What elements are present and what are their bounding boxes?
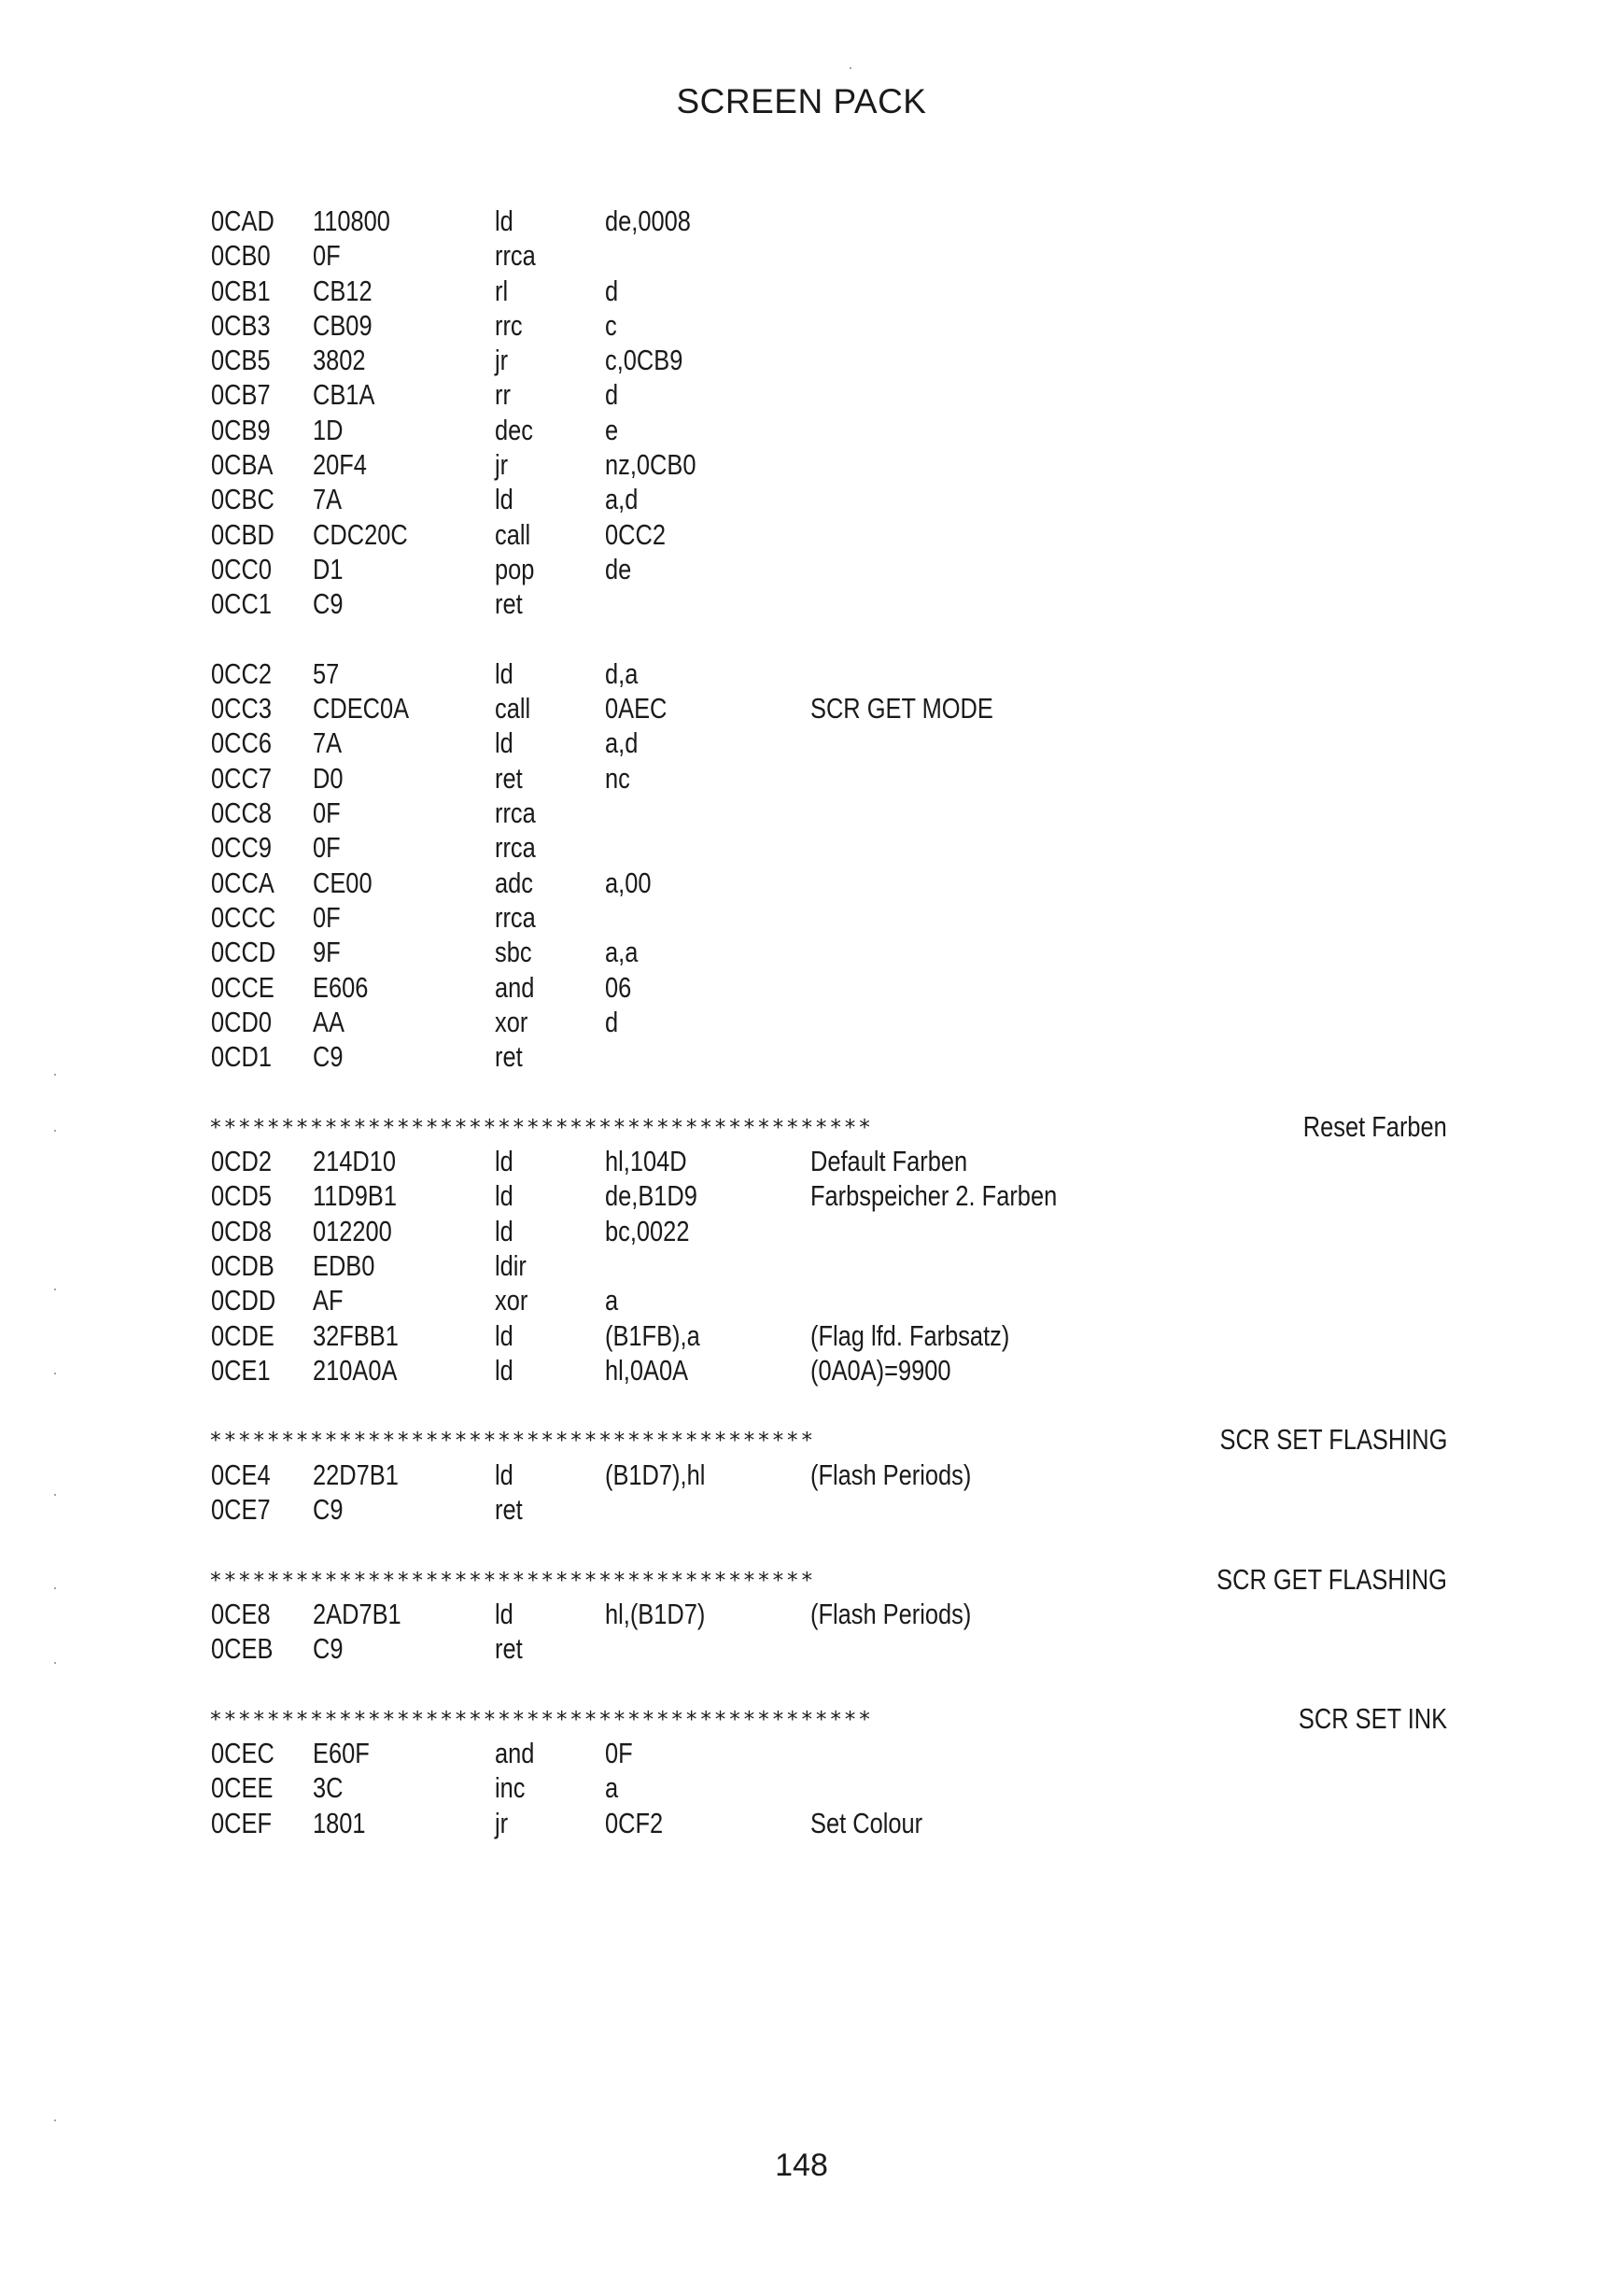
address: 0CCE bbox=[211, 970, 274, 1004]
address: 0CCA bbox=[211, 866, 274, 899]
opcode-bytes: 57 bbox=[313, 656, 340, 690]
address: 0CB0 bbox=[211, 239, 271, 273]
address: 0CCC bbox=[211, 900, 276, 934]
listing-row bbox=[0, 1492, 1603, 1527]
opcode-bytes: 22D7B1 bbox=[313, 1458, 399, 1491]
code-block bbox=[0, 1701, 1603, 1840]
address: 0CE4 bbox=[211, 1458, 271, 1491]
opcode-bytes: 0F bbox=[313, 900, 341, 934]
opcode-bytes: 20F4 bbox=[313, 448, 367, 482]
mnemonic: jr bbox=[495, 448, 509, 482]
opcode-bytes: 32FBB1 bbox=[313, 1318, 399, 1352]
mnemonic: sbc bbox=[495, 936, 532, 969]
listing-row bbox=[0, 274, 1603, 308]
page-number: 148 bbox=[775, 2148, 828, 2183]
comment: (Flash Periods) bbox=[810, 1458, 972, 1491]
mnemonic: call bbox=[495, 517, 531, 551]
listing-row bbox=[0, 482, 1603, 516]
separator-stars: ********************************************** bbox=[209, 1707, 873, 1732]
listing-row bbox=[0, 1353, 1603, 1387]
opcode-bytes: 7A bbox=[313, 483, 343, 516]
mnemonic: rrca bbox=[495, 239, 536, 273]
address: 0CEB bbox=[211, 1632, 274, 1666]
mnemonic: adc bbox=[495, 866, 533, 899]
address: 0CB9 bbox=[211, 413, 271, 446]
opcode-bytes: C9 bbox=[313, 1492, 344, 1526]
opcode-bytes: 7A bbox=[313, 726, 343, 760]
section-label: SCR SET FLASHING bbox=[1219, 1423, 1447, 1457]
opcode-bytes: CB09 bbox=[313, 308, 373, 342]
address: 0CE7 bbox=[211, 1492, 271, 1526]
code-block bbox=[0, 1562, 1603, 1667]
mnemonic: ld bbox=[495, 726, 513, 760]
section-label: SCR SET INK bbox=[1298, 1701, 1447, 1735]
operand: a bbox=[605, 1284, 619, 1317]
scan-speck bbox=[54, 1494, 56, 1496]
mnemonic: ld bbox=[495, 656, 513, 690]
operand: d bbox=[605, 274, 619, 307]
opcode-bytes: CDC20C bbox=[313, 517, 408, 551]
mnemonic: rrca bbox=[495, 900, 536, 934]
opcode-bytes: C9 bbox=[313, 587, 344, 621]
assembly-listing bbox=[0, 204, 1603, 1840]
separator-stars: ****************************************** bbox=[209, 1568, 815, 1593]
operand: de,B1D9 bbox=[605, 1179, 697, 1213]
separator-stars: ********************************************** bbox=[209, 1115, 873, 1140]
operand: hl,104D bbox=[605, 1145, 687, 1178]
opcode-bytes: 012200 bbox=[313, 1214, 392, 1247]
blank-line bbox=[0, 1387, 1603, 1422]
address: 0CBA bbox=[211, 448, 274, 482]
address: 0CC1 bbox=[211, 587, 272, 621]
mnemonic: jr bbox=[495, 344, 509, 377]
operand: hl,0A0A bbox=[605, 1353, 689, 1387]
section-separator bbox=[0, 1701, 1603, 1736]
scan-speck bbox=[850, 67, 851, 69]
blank-line bbox=[0, 622, 1603, 656]
listing-row bbox=[0, 1283, 1603, 1317]
mnemonic: and bbox=[495, 970, 535, 1004]
address: 0CB3 bbox=[211, 308, 271, 342]
opcode-bytes: 11D9B1 bbox=[313, 1179, 397, 1213]
operand: bc,0022 bbox=[605, 1214, 690, 1247]
mnemonic: ld bbox=[495, 1458, 513, 1491]
operand: hl,(B1D7) bbox=[605, 1597, 706, 1630]
comment: Set Colour bbox=[810, 1806, 923, 1839]
blank-line bbox=[0, 1074, 1603, 1108]
scan-speck bbox=[54, 1662, 56, 1664]
operand: a bbox=[605, 1771, 619, 1805]
scan-speck bbox=[54, 1587, 56, 1589]
listing-row bbox=[0, 1248, 1603, 1283]
operand: (B1FB),a bbox=[605, 1318, 700, 1352]
mnemonic: pop bbox=[495, 552, 535, 585]
operand: 0AEC bbox=[605, 692, 668, 725]
section-label: Reset Farben bbox=[1302, 1109, 1447, 1143]
listing-row bbox=[0, 935, 1603, 969]
listing-row bbox=[0, 1736, 1603, 1770]
code-block bbox=[0, 1109, 1603, 1387]
mnemonic: xor bbox=[495, 1005, 528, 1038]
code-block bbox=[0, 204, 1603, 622]
listing-row bbox=[0, 1039, 1603, 1074]
mnemonic: xor bbox=[495, 1284, 528, 1317]
address: 0CC9 bbox=[211, 831, 272, 865]
listing-row bbox=[0, 830, 1603, 865]
listing-row bbox=[0, 586, 1603, 621]
listing-row bbox=[0, 1597, 1603, 1631]
mnemonic: and bbox=[495, 1737, 535, 1770]
listing-row bbox=[0, 1214, 1603, 1248]
address: 0CC3 bbox=[211, 692, 272, 725]
opcode-bytes: 3802 bbox=[313, 344, 366, 377]
opcode-bytes: 1801 bbox=[313, 1806, 366, 1839]
operand: de bbox=[605, 552, 632, 585]
opcode-bytes: CDEC0A bbox=[313, 692, 410, 725]
scan-speck bbox=[54, 1289, 56, 1290]
opcode-bytes: 210A0A bbox=[313, 1353, 398, 1387]
mnemonic: ld bbox=[495, 1353, 513, 1387]
mnemonic: rrc bbox=[495, 308, 523, 342]
opcode-bytes: D0 bbox=[313, 761, 344, 795]
address: 0CD2 bbox=[211, 1145, 272, 1178]
mnemonic: inc bbox=[495, 1771, 526, 1805]
operand: 0F bbox=[605, 1737, 633, 1770]
listing-row bbox=[0, 900, 1603, 935]
mnemonic: ld bbox=[495, 1597, 513, 1630]
section-separator bbox=[0, 1109, 1603, 1144]
listing-row bbox=[0, 238, 1603, 273]
section-separator bbox=[0, 1562, 1603, 1597]
address: 0CCD bbox=[211, 936, 276, 969]
section-separator bbox=[0, 1422, 1603, 1457]
listing-row bbox=[0, 725, 1603, 760]
operand: a,00 bbox=[605, 866, 652, 899]
opcode-bytes: C9 bbox=[313, 1040, 344, 1074]
address: 0CBC bbox=[211, 483, 274, 516]
mnemonic: rrca bbox=[495, 831, 536, 865]
opcode-bytes: 1D bbox=[313, 413, 344, 446]
address: 0CDB bbox=[211, 1248, 274, 1282]
address: 0CC6 bbox=[211, 726, 272, 760]
code-block bbox=[0, 1422, 1603, 1527]
opcode-bytes: 110800 bbox=[313, 204, 390, 237]
address: 0CD5 bbox=[211, 1179, 272, 1213]
address: 0CB7 bbox=[211, 378, 271, 412]
listing-row bbox=[0, 691, 1603, 725]
mnemonic: ld bbox=[495, 1145, 513, 1178]
opcode-bytes: D1 bbox=[313, 552, 344, 585]
address: 0CBD bbox=[211, 517, 274, 551]
blank-line bbox=[0, 1666, 1603, 1700]
operand: (B1D7),hl bbox=[605, 1458, 706, 1491]
address: 0CEE bbox=[211, 1771, 274, 1805]
listing-row bbox=[0, 1770, 1603, 1805]
listing-row bbox=[0, 447, 1603, 482]
comment: (0A0A)=9900 bbox=[810, 1353, 951, 1387]
operand: d bbox=[605, 1005, 619, 1038]
mnemonic: call bbox=[495, 692, 531, 725]
listing-row bbox=[0, 656, 1603, 691]
mnemonic: rr bbox=[495, 378, 511, 412]
code-block bbox=[0, 656, 1603, 1075]
address: 0CEC bbox=[211, 1737, 274, 1770]
opcode-bytes: EDB0 bbox=[313, 1248, 375, 1282]
page-title: SCREEN PACK bbox=[676, 82, 927, 120]
listing-row bbox=[0, 970, 1603, 1005]
operand: c bbox=[605, 308, 617, 342]
opcode-bytes: CE00 bbox=[313, 866, 373, 899]
opcode-bytes: 214D10 bbox=[313, 1145, 397, 1178]
operand: nz,0CB0 bbox=[605, 448, 696, 482]
opcode-bytes: E60F bbox=[313, 1737, 370, 1770]
opcode-bytes: 2AD7B1 bbox=[313, 1597, 401, 1630]
mnemonic: ld bbox=[495, 1214, 513, 1247]
opcode-bytes: 9F bbox=[313, 936, 341, 969]
address: 0CC7 bbox=[211, 761, 272, 795]
scan-speck bbox=[54, 1373, 56, 1374]
mnemonic: ret bbox=[495, 1040, 523, 1074]
operand: d,a bbox=[605, 656, 639, 690]
comment: SCR GET MODE bbox=[810, 692, 993, 725]
listing-row bbox=[0, 796, 1603, 830]
mnemonic: ld bbox=[495, 204, 513, 237]
operand: nc bbox=[605, 761, 630, 795]
address: 0CAD bbox=[211, 204, 274, 237]
mnemonic: ret bbox=[495, 761, 523, 795]
listing-row bbox=[0, 866, 1603, 900]
address: 0CD1 bbox=[211, 1040, 272, 1074]
operand: a,d bbox=[605, 726, 639, 760]
operand: de,0008 bbox=[605, 204, 691, 237]
operand: a,d bbox=[605, 483, 639, 516]
listing-row bbox=[0, 1178, 1603, 1213]
listing-row bbox=[0, 343, 1603, 377]
operand: 0CF2 bbox=[605, 1806, 664, 1839]
listing-row bbox=[0, 1458, 1603, 1492]
address: 0CE1 bbox=[211, 1353, 271, 1387]
listing-row bbox=[0, 308, 1603, 343]
separator-stars: ****************************************** bbox=[209, 1429, 815, 1454]
opcode-bytes: 3C bbox=[313, 1771, 344, 1805]
comment: (Flag lfd. Farbsatz) bbox=[810, 1318, 1010, 1352]
opcode-bytes: CB12 bbox=[313, 274, 373, 307]
opcode-bytes: 0F bbox=[313, 831, 341, 865]
operand: 0CC2 bbox=[605, 517, 666, 551]
mnemonic: jr bbox=[495, 1806, 509, 1839]
comment: Default Farben bbox=[810, 1145, 968, 1178]
operand: 06 bbox=[605, 970, 632, 1004]
mnemonic: ld bbox=[495, 1179, 513, 1213]
opcode-bytes: C9 bbox=[313, 1632, 344, 1666]
address: 0CEF bbox=[211, 1806, 272, 1839]
address: 0CD8 bbox=[211, 1214, 272, 1247]
listing-row bbox=[0, 761, 1603, 796]
address: 0CB1 bbox=[211, 274, 271, 307]
address: 0CC2 bbox=[211, 656, 272, 690]
opcode-bytes: E606 bbox=[313, 970, 369, 1004]
mnemonic: ld bbox=[495, 483, 513, 516]
section-label: SCR GET FLASHING bbox=[1216, 1562, 1447, 1596]
listing-row bbox=[0, 1806, 1603, 1840]
mnemonic: ret bbox=[495, 1632, 523, 1666]
mnemonic: rl bbox=[495, 274, 509, 307]
listing-row bbox=[0, 204, 1603, 238]
operand: d bbox=[605, 378, 619, 412]
listing-row bbox=[0, 377, 1603, 412]
listing-row bbox=[0, 1005, 1603, 1039]
scan-speck bbox=[54, 1074, 56, 1076]
comment: Farbspeicher 2. Farben bbox=[810, 1179, 1058, 1213]
address: 0CE8 bbox=[211, 1597, 271, 1630]
operand: a,a bbox=[605, 936, 639, 969]
listing-row bbox=[0, 1631, 1603, 1666]
listing-row bbox=[0, 517, 1603, 552]
listing-row bbox=[0, 1318, 1603, 1353]
address: 0CDD bbox=[211, 1284, 276, 1317]
address: 0CC0 bbox=[211, 552, 272, 585]
address: 0CB5 bbox=[211, 344, 271, 377]
opcode-bytes: AA bbox=[313, 1005, 345, 1038]
mnemonic: ret bbox=[495, 587, 523, 621]
listing-row bbox=[0, 552, 1603, 586]
mnemonic: ret bbox=[495, 1492, 523, 1526]
scan-speck bbox=[54, 2120, 56, 2121]
address: 0CDE bbox=[211, 1318, 274, 1352]
mnemonic: ld bbox=[495, 1318, 513, 1352]
comment: (Flash Periods) bbox=[810, 1597, 972, 1630]
operand: e bbox=[605, 413, 619, 446]
opcode-bytes: AF bbox=[313, 1284, 344, 1317]
address: 0CD0 bbox=[211, 1005, 272, 1038]
blank-line bbox=[0, 1527, 1603, 1561]
address: 0CC8 bbox=[211, 796, 272, 830]
opcode-bytes: CB1A bbox=[313, 378, 375, 412]
listing-row bbox=[0, 413, 1603, 447]
listing-row bbox=[0, 1144, 1603, 1178]
mnemonic: ldir bbox=[495, 1248, 527, 1282]
opcode-bytes: 0F bbox=[313, 239, 341, 273]
mnemonic: dec bbox=[495, 413, 533, 446]
mnemonic: rrca bbox=[495, 796, 536, 830]
scan-speck bbox=[54, 1130, 56, 1132]
opcode-bytes: 0F bbox=[313, 796, 341, 830]
operand: c,0CB9 bbox=[605, 344, 683, 377]
